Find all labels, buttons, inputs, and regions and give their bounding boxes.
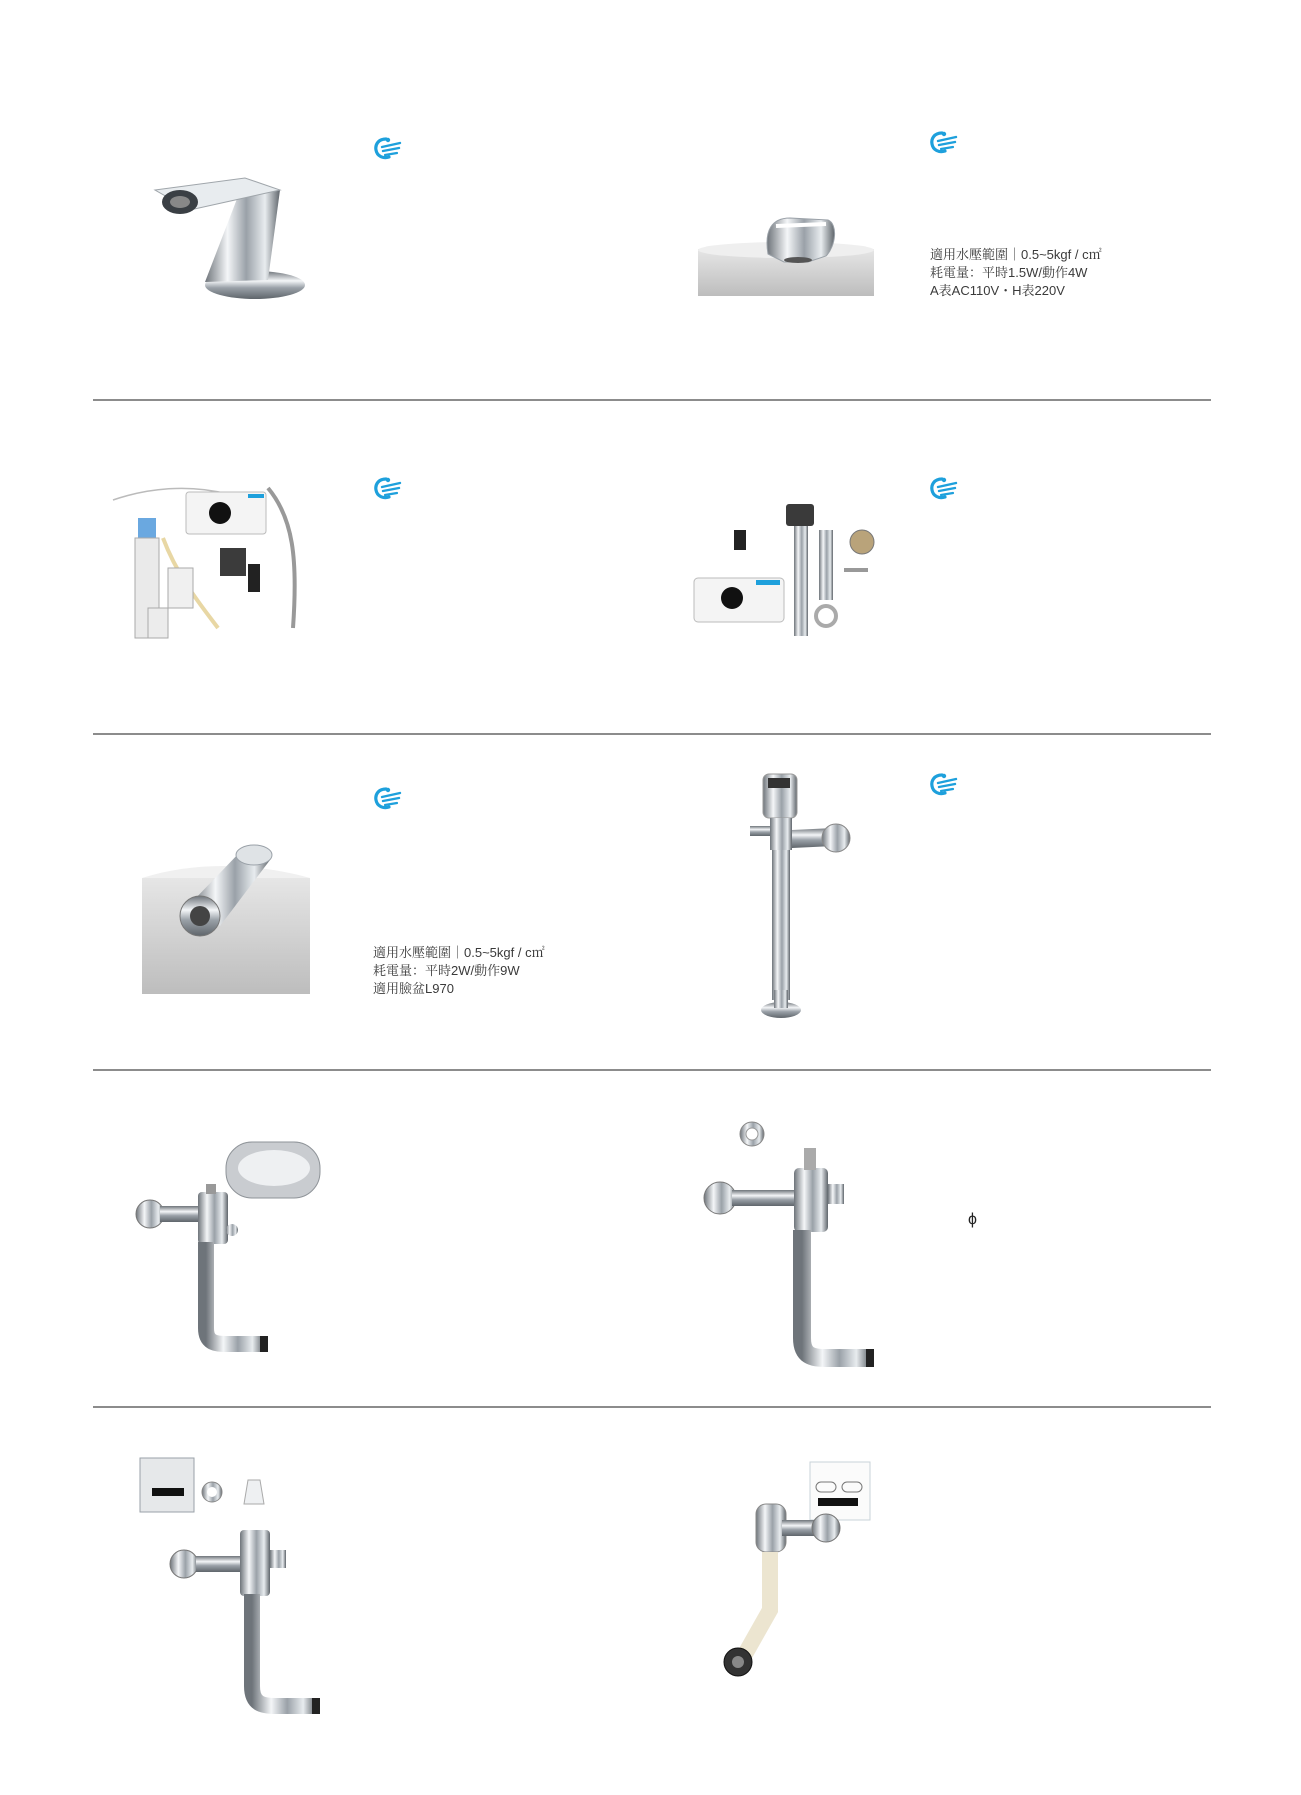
spec-power-consumption: 耗電量：平時2W/動作9W [373,963,520,978]
brand-logo-icon [928,772,958,798]
product-image-flush-valve-lever [702,1118,882,1370]
spec-power-consumption: 耗電量：平時1.5W/動作4W [930,265,1088,280]
brand-logo-icon [372,786,402,812]
spec-water-pressure: 適用水壓範圍｜0.5~5kgf / c㎡ [373,945,545,960]
product-image-faucet-sensor-round [142,842,310,994]
section-divider [93,733,1211,735]
section-divider [93,1406,1211,1408]
product-image-faucet-sensor-angled [150,170,310,310]
brand-logo-icon [928,130,958,156]
product-specs [930,246,1102,300]
section-divider [93,1069,1211,1071]
spec-compatible-basin: 適用臉盆L970 [373,981,454,996]
product-image-flush-valve-wall-panel [722,1460,872,1684]
product-image-flush-valve-button [134,1138,326,1350]
spec-water-pressure: 適用水壓範圍｜0.5~5kgf / c㎡ [930,247,1102,262]
product-image-flush-valve-sensor-tall [748,770,854,1030]
spec-voltage: A表AC110V・H表220V [930,283,1065,298]
product-specs [373,944,545,998]
diameter-symbol: ϕ [968,1211,977,1228]
product-image-urinal-sensor-kit [694,500,884,635]
section-divider [93,399,1211,401]
product-image-toilet-sensor-kit [108,478,313,643]
brand-logo-icon [928,476,958,502]
product-image-flush-valve-concealed-sensor [140,1454,330,1716]
brand-logo-icon [372,136,402,162]
brand-logo-icon [372,476,402,502]
product-image-faucet-sensor-flat [698,216,874,296]
